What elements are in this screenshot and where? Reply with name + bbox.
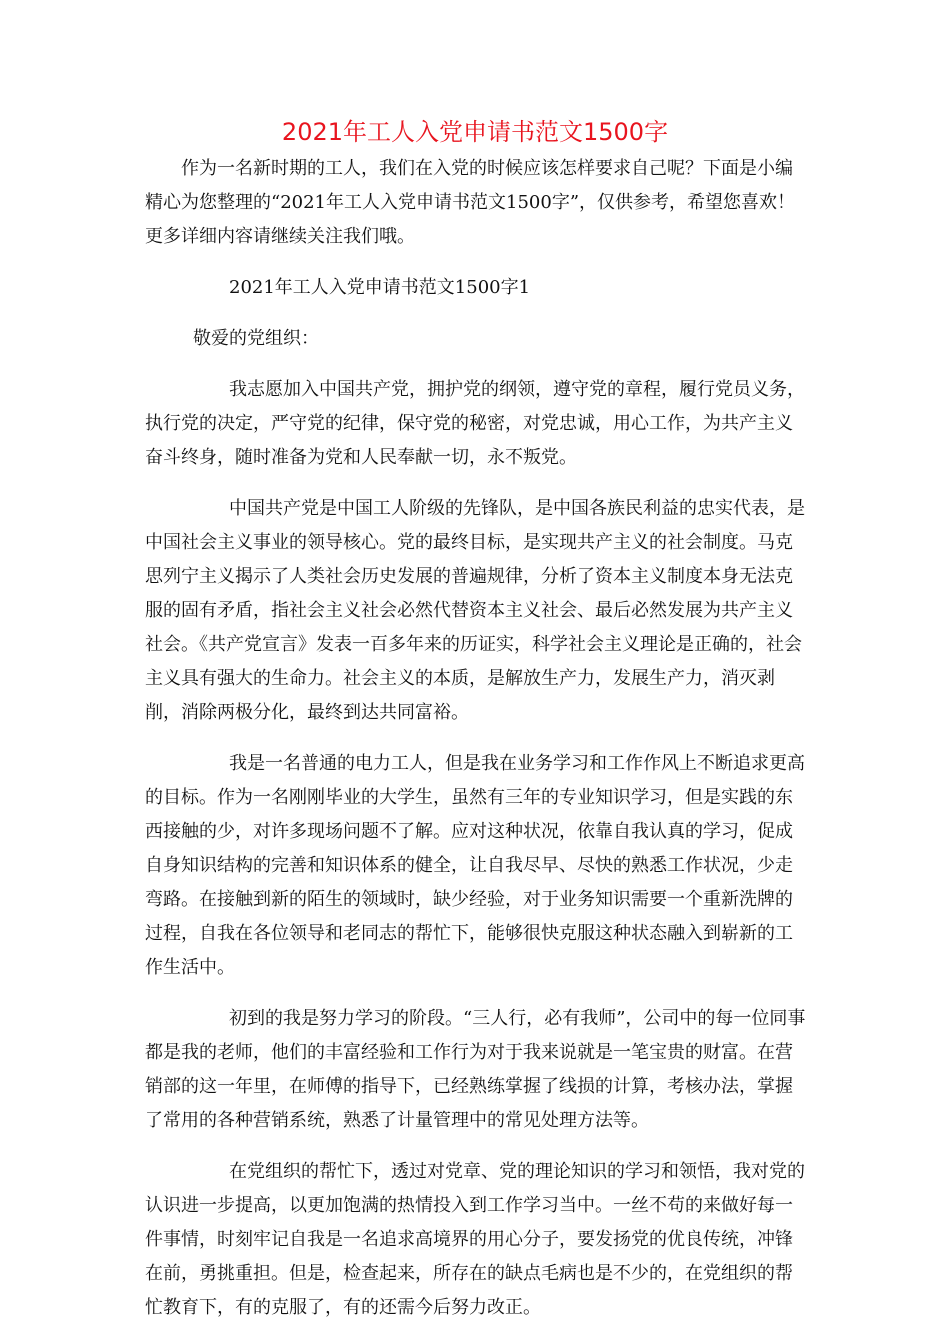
section-subheading: 2021年工人入党申请书范文1500字1 xyxy=(229,277,531,298)
intro-paragraph: 作为一名新时期的工人，我们在入党的时候应该怎样要求自己呢？下面是小编精心为您整理的“2021年工人入党申请书范文1500字”，仅供参考，希望您喜欢！更多详细内容请继续关注我们哦。 xyxy=(145,158,796,247)
body-paragraph-1: 我志愿加入中国共产党，拥护党的纲领，遵守党的章程，履行党员义务，执行党的决定，严守党的纪律，保守党的秘密，对党忠诚，用心工作，为共产主义奋斗终身，随时准备为党和人民奉献一切，永不叛党。 xyxy=(145,379,805,468)
document-body xyxy=(145,152,810,1342)
salutation: 敬爱的党组织： xyxy=(193,328,319,349)
body-paragraph-5: 在党组织的帮忙下，透过对党章、党的理论知识的学习和领悟，我对党的认识进一步提高，以更加饱满的热情投入到工作学习当中。一丝不苟的来做好每一件事情，时刻牢记自我是一名追求高境界的用心分子，要发扬党的优良传统，冲锋在前，勇挑重担。但是，检查起来，所存在的缺点毛病也是不少的，在党组织的帮忙教育下，有的克服了，有的还需今后努力改正。 xyxy=(145,1161,805,1318)
body-paragraph-2: 中国共产党是中国工人阶级的先锋队，是中国各族民利益的忠实代表，是中国社会主义事业的领导核心。党的最终目标，是实现共产主义的社会制度。马克思列宁主义揭示了人类社会历史发展的普遍规律，分析了资本主义制度本身无法克服的固有矛盾，指社会主义社会必然代替资本主义社会、最后必然发展为共产主义社会。《共产党宣言》发表一百多年来的历证实，科学社会主义理论是正确的，社会主义具有强大的生命力。社会主义的本质，是解放生产力，发展生产力，消灭剥削，消除两极分化，最终到达共同富裕。 xyxy=(145,498,805,723)
body-paragraph-3: 我是一名普通的电力工人，但是我在业务学习和工作作风上不断追求更高的目标。作为一名刚刚毕业的大学生，虽然有三年的专业知识学习，但是实践的东西接触的少，对许多现场问题不了解。应对这种状况，依靠自我认真的学习，促成自身知识结构的完善和知识体系的健全，让自我尽早、尽快的熟悉工作状况，少走弯路。在接触到新的陌生的领域时，缺少经验，对于业务知识需要一个重新洗牌的过程，自我在各位领导和老同志的帮忙下，能够很快克服这种状态融入到崭新的工作生活中。 xyxy=(145,753,805,978)
body-paragraph-4: 初到的我是努力学习的阶段。“三人行，必有我师”，公司中的每一位同事都是我的老师，他们的丰富经验和工作行为对于我来说就是一笔宝贵的财富。在营销部的这一年里，在师傅的指导下，已经熟练掌握了线损的计算，考核办法，掌握了常用的各种营销系统，熟悉了计量管理中的常见处理方法等。 xyxy=(145,1008,806,1131)
document-title: 2021年工人入党申请书范文1500字 xyxy=(281,118,669,146)
